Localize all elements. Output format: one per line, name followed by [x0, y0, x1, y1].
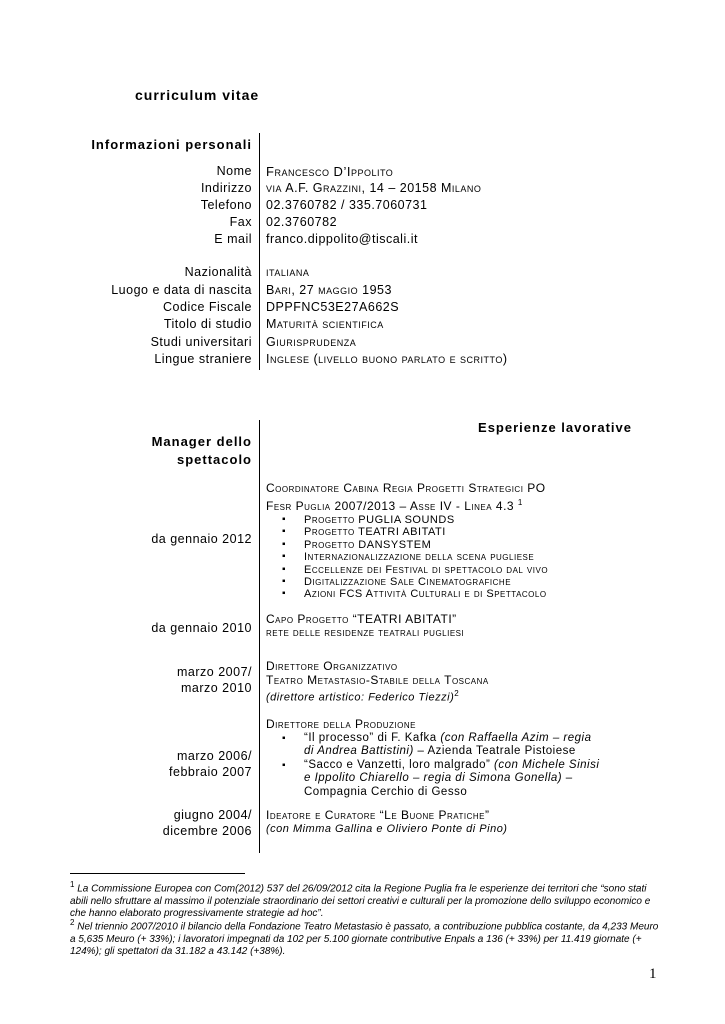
entry-3-title-line-1: Direttore Organizzativo [266, 659, 398, 673]
list-item: ▪ Progetto TEATRI ABITATI [266, 526, 548, 538]
label-nome: Nome [216, 164, 252, 178]
item-2-part-c: e Ippolito Chiarello – regia di Simona Gonella) [304, 772, 563, 784]
value-fax: 02.3760782 [266, 215, 338, 229]
footnote-separator [70, 873, 245, 874]
entry-5-date-line-2: dicembre 2006 [162, 823, 252, 838]
entry-3-title-line-3: (direttore artistico: Federico Tiezzi) [266, 691, 455, 704]
entry-2 [266, 613, 464, 640]
value-studi-universitari: Giurisprudenza [266, 335, 357, 349]
value-lingue: Inglese (livello buono parlato e scritto) [266, 352, 508, 366]
label-studi-universitari: Studi universitari [150, 335, 252, 349]
value-indirizzo: via A.F. Grazzini, 14 – 20158 Milano [266, 181, 482, 195]
label-nazionalita: Nazionalità [184, 265, 252, 279]
label-titolo-studio: Titolo di studio [163, 317, 252, 331]
footnote-1-text: La Commissione Europea con Com(2012) 537 del 26/09/2012 cita la Regione Puglia fra le esperienze dei territori che “sono stati abili nello sfruttare al massimo il potenziale straordinario dei settori creativi e culturali per la promozione dello sviluppo economico e che hanno elaborato progressivamente strategie ad hoc”. [70, 883, 651, 920]
footnote-2-number: 2 [70, 918, 75, 927]
label-telefono: Telefono [200, 198, 252, 212]
list-item: ▪ Digitalizzazione Sale Cinematografiche [266, 576, 548, 588]
entry-4-production-list [266, 732, 599, 800]
document-title: curriculum vitae [135, 87, 260, 103]
value-luogo-data: Bari, 27 maggio 1953 [266, 283, 392, 297]
role-line-2: spettacolo [176, 452, 252, 467]
page-number: 1 [649, 966, 657, 982]
entry-1-title-line-2-wrap [266, 496, 548, 514]
value-nome: Francesco D’Ippolito [266, 164, 394, 179]
label-fax: Fax [229, 215, 252, 229]
entry-4-date-line-2: febbraio 2007 [169, 764, 252, 779]
entry-4-date-line-1: marzo 2006/ [177, 749, 252, 763]
entry-4-date [169, 749, 252, 780]
entry-2-date: da gennaio 2010 [151, 621, 252, 635]
list-item [266, 759, 599, 800]
label-codice-fiscale: Codice Fiscale [163, 300, 252, 314]
work-divider [259, 420, 260, 853]
value-telefono: 02.3760782 / 335.7060731 [266, 198, 428, 212]
footnote-ref-2[interactable]: 2 [454, 689, 460, 698]
footnote-ref-1[interactable]: 1 [517, 497, 523, 507]
entry-1-project-list [266, 514, 548, 601]
item-1-part-d: – Azienda Teatrale Pistoiese [413, 745, 576, 757]
footnote-1-number: 1 [70, 880, 75, 889]
entry-2-title-line-1: Capo Progetto “TEATRI ABITATI” [266, 612, 457, 626]
item-1-part-c: di Andrea Battistini) [304, 745, 414, 757]
entry-3-date [177, 665, 252, 696]
entry-5-date-line-1: giugno 2004/ [173, 808, 252, 822]
role-line-1: Manager dello [151, 434, 252, 449]
footnote-2-text: Nel triennio 2007/2010 il bilancio della Fondazione Teatro Metastasio è passato, a contribuzione pubblica costante, da 4,233 Meuro a 5,635 Meuro (+ 33%); i lavoratori impegnati da 102 per 5.100 giornate contributive Enpals a 136 (+ 33%) per 11.419 giornate (+ 124%); gli spettatori da 31.182 a 43.142 (+38%). [70, 921, 659, 958]
role-title [152, 433, 252, 469]
label-luogo-data: Luogo e data di nascita [111, 283, 252, 297]
entry-5 [266, 809, 507, 836]
list-item: ▪ Eccellenze dei Festival di spettacolo dal vivo [266, 564, 548, 576]
value-codice-fiscale: DPPFNC53E27A662S [266, 300, 400, 314]
footnote-2 [70, 917, 660, 959]
personal-divider [259, 133, 260, 370]
entry-5-title-line-2: (con Mimma Gallina e Oliviero Ponte di Pino) [266, 822, 508, 835]
item-2-part-e: Compagnia Cerchio di Gesso [304, 785, 468, 798]
personal-info-heading: Informazioni personali [91, 137, 252, 152]
item-2-part-b: (con Michele Sinisi [494, 758, 600, 771]
label-lingue: Lingue straniere [154, 352, 252, 366]
label-email: E mail [214, 232, 252, 246]
entry-5-title-line-1: Ideatore e Curatore “Le Buone Pratiche” [266, 808, 490, 822]
entry-1-title-line-1: Coordinatore Cabina Regia Progetti Strategici PO [266, 481, 546, 495]
value-titolo-studio: Maturità scientifica [266, 317, 384, 331]
item-2-part-d: – [562, 772, 573, 784]
list-item: ▪ Internazionalizzazione della scena pugliese [266, 551, 548, 563]
value-nazionalita: italiana [266, 265, 310, 279]
entry-1-date: da gennaio 2012 [151, 532, 252, 546]
list-item: ▪ Progetto PUGLIA SOUNDS [266, 514, 548, 526]
item-1-part-b: (con Raffaella Azim – regia [440, 731, 592, 744]
value-email[interactable]: franco.dippolito@tiscali.it [266, 232, 418, 246]
entry-5-date [163, 808, 252, 839]
list-item [266, 732, 599, 759]
entry-1 [266, 482, 548, 601]
entry-2-title-line-2: rete delle residenze teatrali pugliesi [266, 626, 465, 639]
work-heading: Esperienze lavorative [478, 420, 632, 435]
entry-3-title-line-3-wrap [266, 687, 489, 705]
item-2-part-a: “Sacco e Vanzetti, loro malgrado” [304, 758, 495, 771]
footnote-1 [70, 879, 660, 921]
list-item: ▪ Azioni FCS Attività Culturali e di Spettacolo [266, 588, 548, 600]
list-item: ▪ Progetto DANSYSTEM [266, 539, 548, 551]
entry-3-title-line-2: Teatro Metastasio-Stabile della Toscana [266, 672, 489, 687]
entry-4 [266, 718, 599, 799]
entry-1-title-line-2: Fesr Puglia 2007/2013 – Asse IV - Linea 4.3 [266, 498, 515, 513]
entry-3 [266, 660, 489, 705]
item-1-part-a: “Il processo” di F. Kafka [304, 731, 441, 744]
entry-3-date-line-1: marzo 2007/ [177, 665, 252, 679]
entry-3-date-line-2: marzo 2010 [180, 680, 252, 695]
label-indirizzo: Indirizzo [200, 181, 252, 195]
entry-4-title: Direttore della Produzione [266, 717, 416, 731]
